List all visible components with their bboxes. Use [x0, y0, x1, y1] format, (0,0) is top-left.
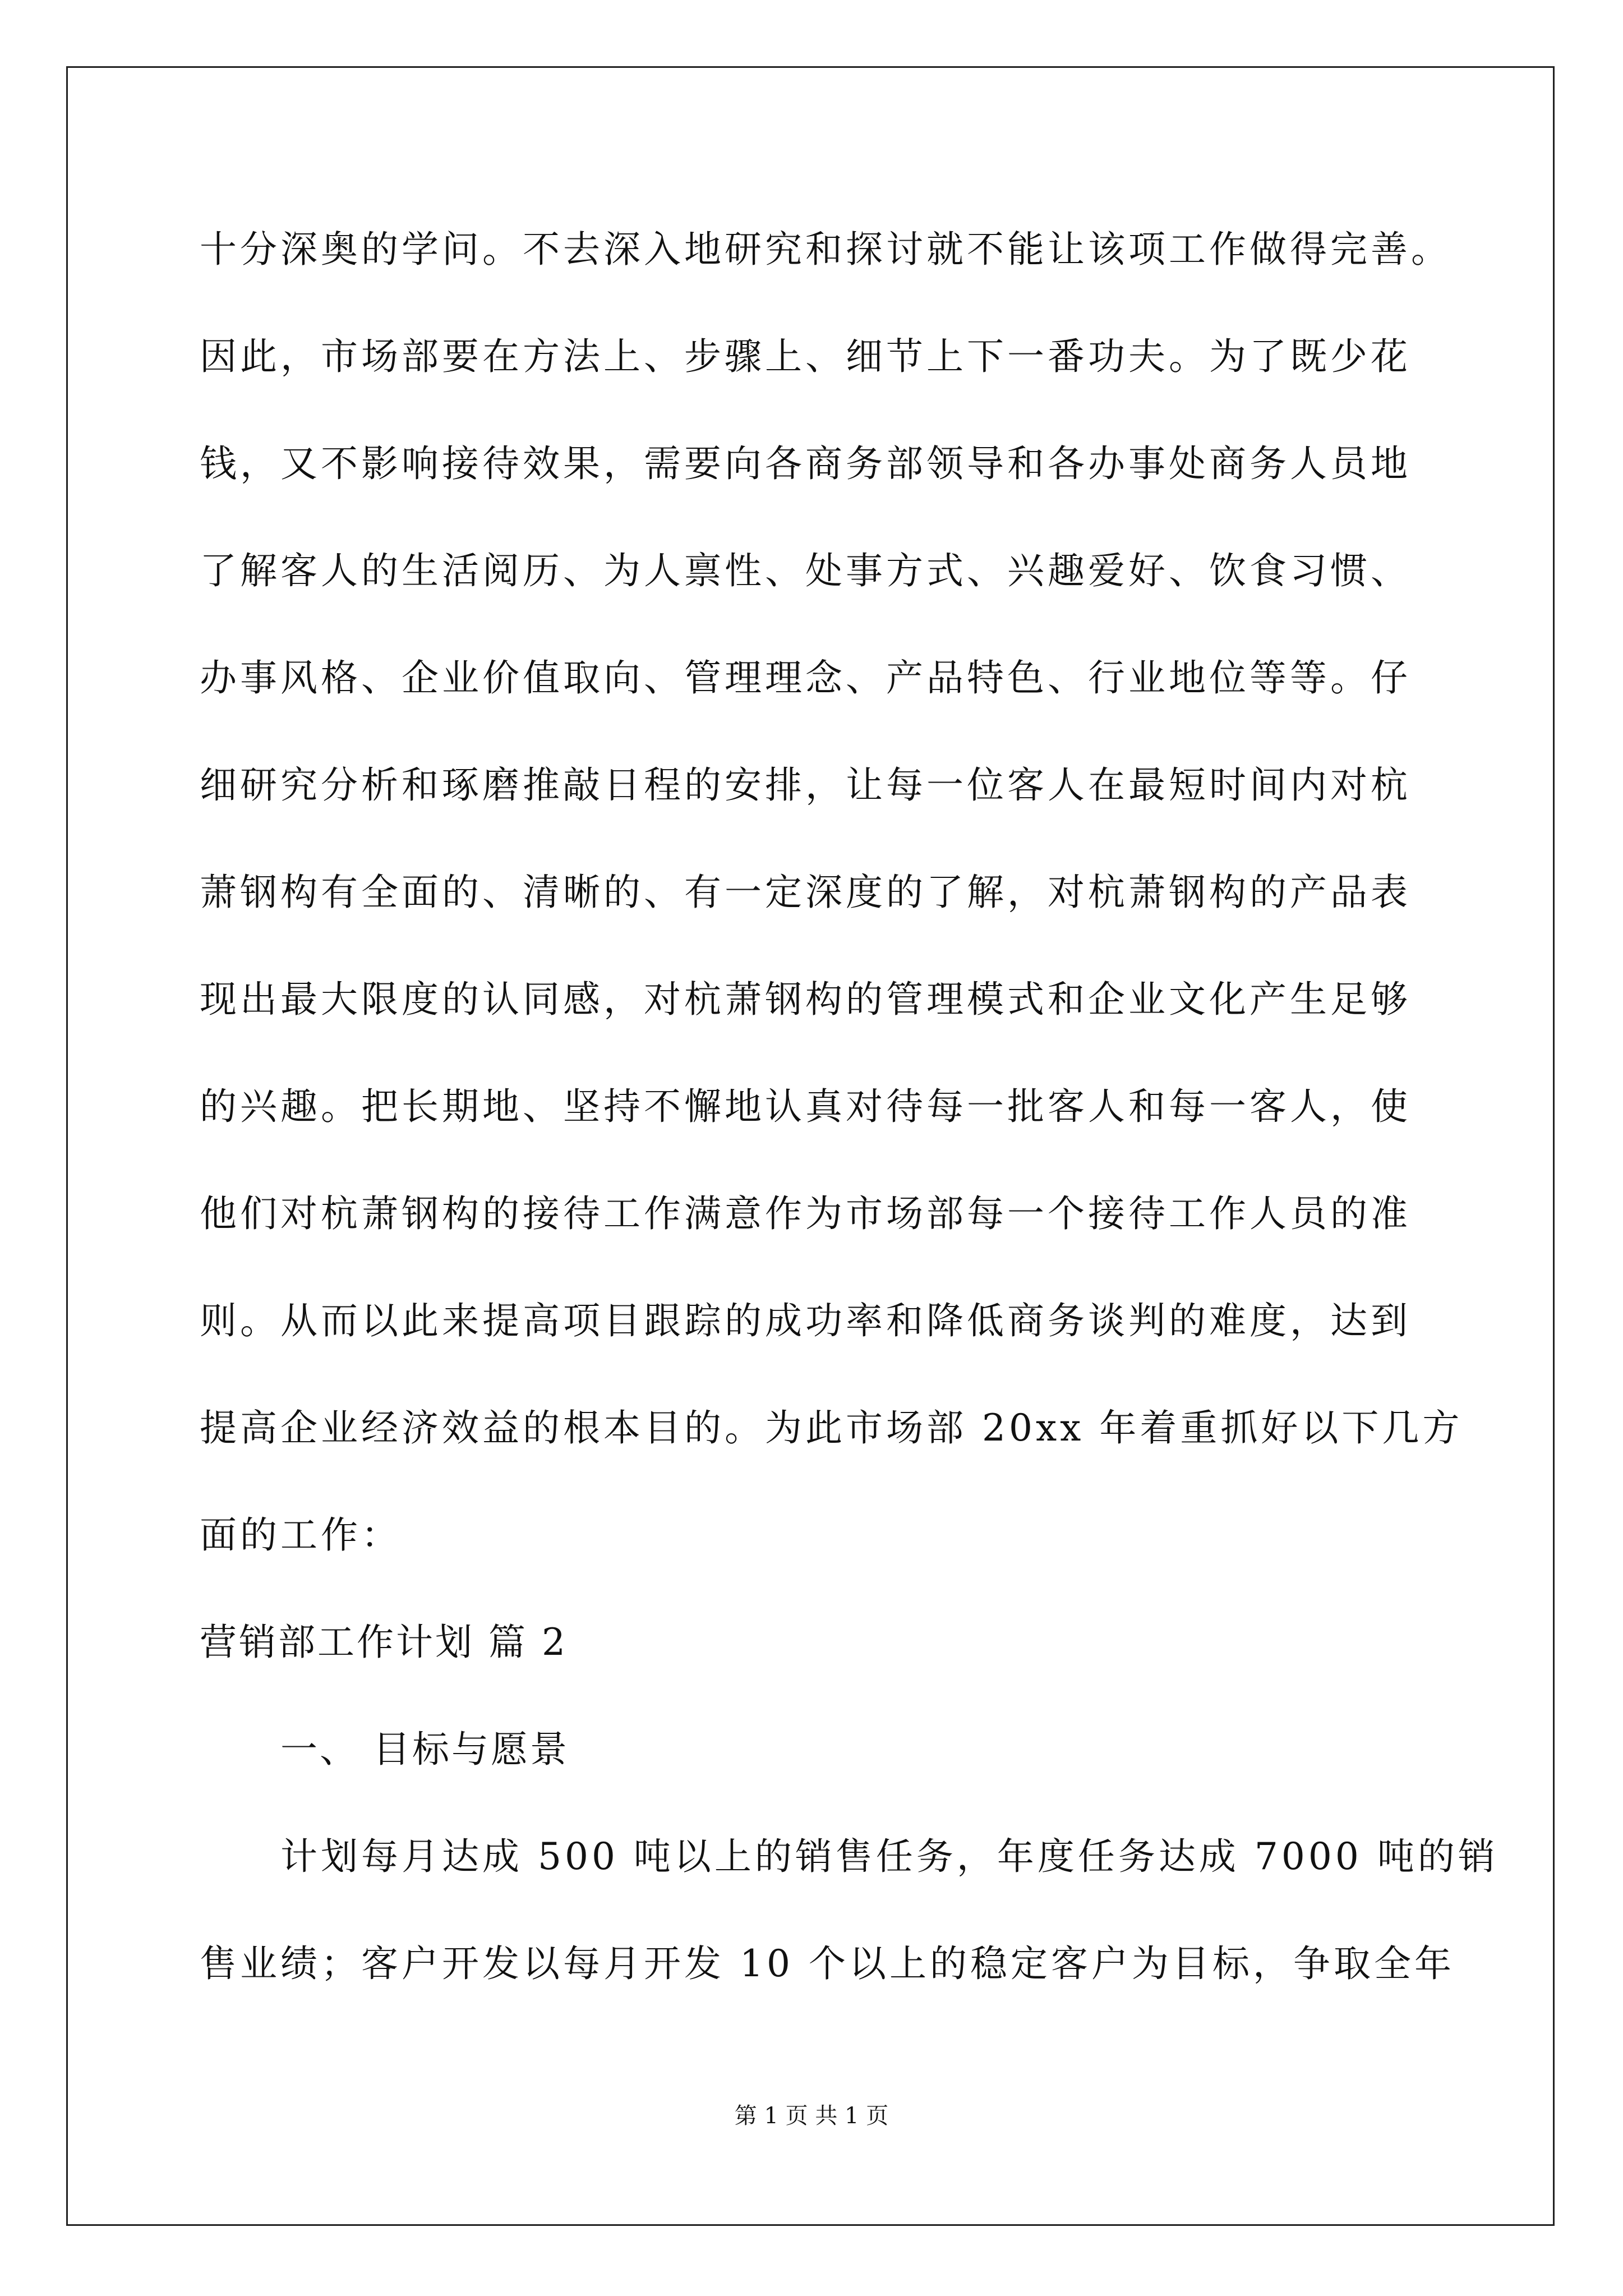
text-line: 十分深奥的学问。不去深入地研究和探讨就不能让该项工作做得完善。 [200, 228, 1451, 271]
text-line: 细研究分析和琢磨推敲日程的安排，让每一位客人在最短时间内对杭 [200, 763, 1411, 807]
section-title: 营销部工作计划 篇 2 [200, 1621, 568, 1664]
text-line: 面的工作： [200, 1513, 402, 1557]
text-line: 了解客人的生活阅历、为人禀性、处事方式、兴趣爱好、饮食习惯、 [200, 549, 1411, 592]
text-line: 他们对杭萧钢构的接待工作满意作为市场部每一个接待工作人员的准 [200, 1192, 1411, 1235]
text-line: 钱，又不影响接待效果，需要向各商务部领导和各办事处商务人员地 [200, 442, 1411, 485]
text-line: 售业绩；客户开发以每月开发 10 个以上的稳定客户为目标，争取全年 [200, 1942, 1455, 1985]
text-line: 办事风格、企业价值取向、管理理念、产品特色、行业地位等等。仔 [200, 656, 1411, 700]
text-line: 的兴趣。把长期地、坚持不懈地认真对待每一批客人和每一客人，使 [200, 1085, 1411, 1128]
page-border [66, 66, 1555, 2226]
text-line: 提高企业经济效益的根本目的。为此市场部 20xx 年着重抓好以下几方 [200, 1406, 1463, 1450]
text-line: 则。从而以此来提高项目跟踪的成功率和降低商务谈判的难度，达到 [200, 1299, 1411, 1342]
text-line: 因此，市场部要在方法上、步骤上、细节上下一番功夫。为了既少花 [200, 335, 1411, 378]
subheading: 一、 目标与愿景 [280, 1728, 569, 1771]
text-line: 萧钢构有全面的、清晰的、有一定深度的了解，对杭萧钢构的产品表 [200, 871, 1411, 914]
page-number-footer: 第 1 页 共 1 页 [734, 2103, 889, 2129]
text-line: 现出最大限度的认同感，对杭萧钢构的管理模式和企业文化产生足够 [200, 978, 1411, 1021]
text-line: 计划每月达成 500 吨以上的销售任务，年度任务达成 7000 吨的销 [280, 1835, 1498, 1878]
